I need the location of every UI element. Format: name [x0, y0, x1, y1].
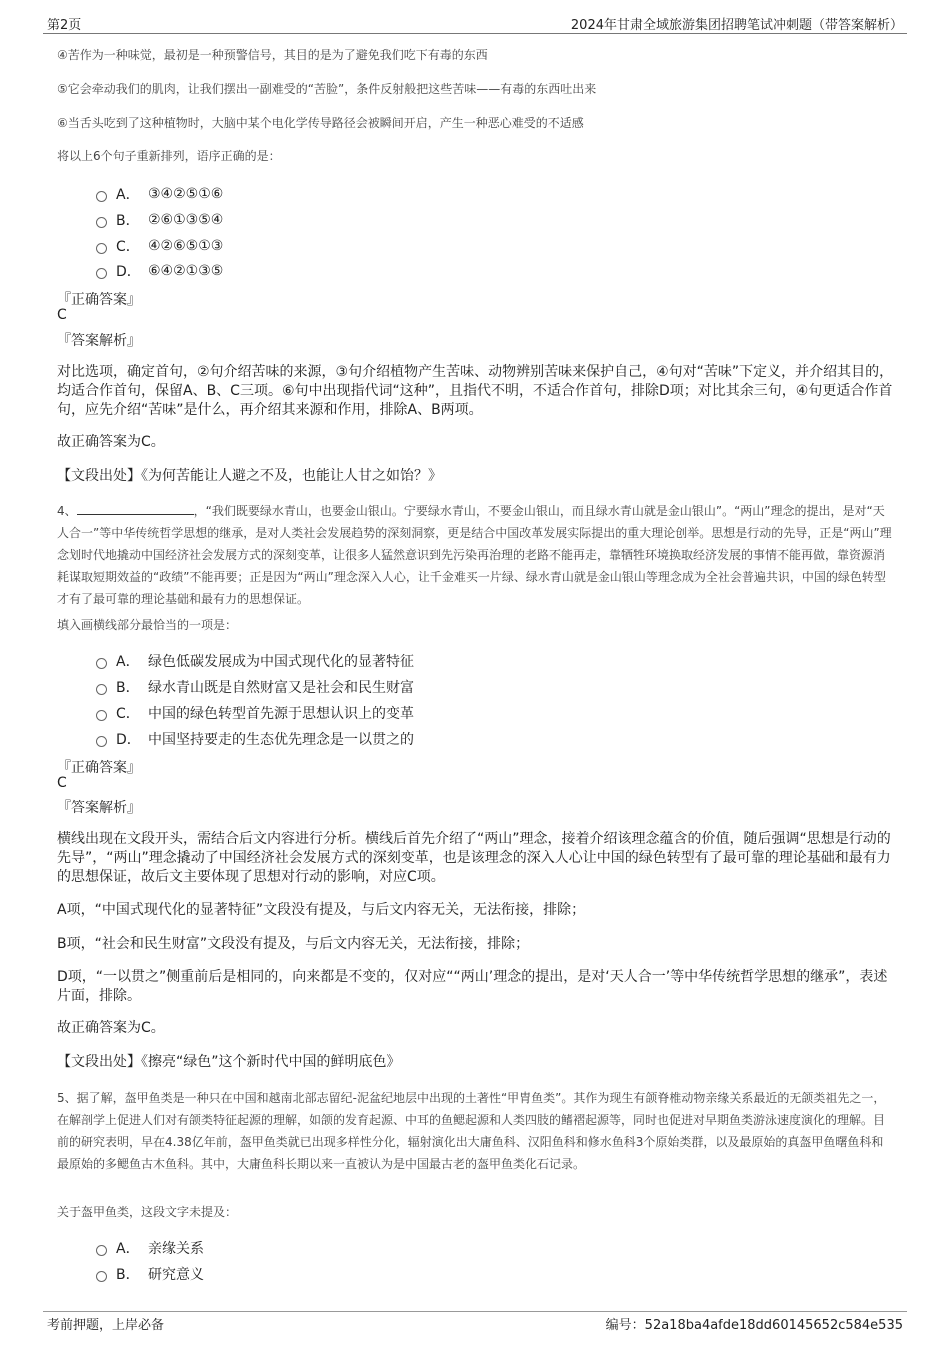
radio-icon[interactable] [96, 243, 107, 254]
q3-analysis-label: 『答案解析』 [57, 333, 141, 349]
q4-analysis-d: D项，“一以贯之”侧重前后是相同的，向来都是不变的，仅对应““两山’理念的提出，是对‘天人合一’等中华传统哲学思想的继承”，表述片面，排除。 [57, 969, 888, 1004]
document-code: 编号：52a18ba4afde18dd60145652c584e535 [605, 1318, 903, 1333]
q4-source: 【文段出处】《擦亮“绿色”这个新时代中国的鲜明底色》 [57, 1054, 401, 1070]
footer-slogan: 考前押题，上岸必备 [47, 1318, 165, 1333]
q3-answer-label: 『正确答案』 [57, 292, 141, 308]
q4-option-d[interactable]: D． 中国坚持要走的生态优先理念是一以贯之的 [96, 729, 414, 749]
q4-stem: 填入画横线部分最恰当的一项是： [57, 618, 238, 632]
radio-icon[interactable] [96, 217, 107, 228]
sentence-4: ④苦作为一种味觉，最初是一种预警信号，其目的是为了避免我们吃下有毒的东西 [57, 48, 488, 62]
q4-analysis-b: B项，“社会和民生财富”文段没有提及，与后文内容无关，无法衔接，排除； [57, 936, 530, 952]
radio-icon[interactable] [96, 710, 107, 721]
radio-icon[interactable] [96, 1271, 107, 1282]
q3-answer: C [57, 307, 67, 323]
q3-conclusion: 故正确答案为C。 [57, 434, 165, 450]
q4-analysis-a: A项，“中国式现代化的显著特征”文段没有提及，与后文内容无关，无法衔接，排除； [57, 902, 586, 918]
radio-icon[interactable] [96, 268, 107, 279]
sentence-5: ⑤它会牵动我们的肌肉，让我们摆出一副难受的“苦脸”，条件反射般把这些苦味——有毒的东西吐出来 [57, 82, 597, 96]
q4-analysis-text: 横线出现在文段开头，需结合后文内容进行分析。横线后首先介绍了“两山”理念，接着介绍该理念蕴含的价值，随后强调“思想是行动的先导”，“两山”理念撬动了中国经济社会发展方式的深刻变革，也是该理念的深入人心让中国的绿色转型有了最可靠的理论基础和最有力的思想保证，故后文主要体现了思想对行动的影响，对应C项。 [57, 831, 891, 885]
q3-option-b[interactable]: B． ②⑥①③⑤④ [96, 210, 223, 230]
q3-option-c[interactable]: C． ④②⑥⑤①③ [96, 236, 223, 256]
q5-stem: 关于盔甲鱼类，这段文字未提及： [57, 1205, 238, 1219]
radio-icon[interactable] [96, 658, 107, 669]
radio-icon[interactable] [96, 684, 107, 695]
sentence-6: ⑥当舌头吃到了这种植物时，大脑中某个电化学传导路径会被瞬间开启，产生一种恶心难受的不适感 [57, 116, 584, 130]
page-number: 第2页 [47, 18, 82, 33]
q5-option-a[interactable]: A． 亲缘关系 [96, 1238, 204, 1258]
q4-answer: C [57, 775, 67, 791]
radio-icon[interactable] [96, 191, 107, 202]
q5-option-b[interactable]: B． 研究意义 [96, 1264, 204, 1284]
q4-passage: 4、 ，“我们既要绿水青山，也要金山银山。宁要绿水青山，不要金山银山，而且绿水青山就是金山银山”。“两山”理念的提出，是对“天人合一”等中华传统哲学思想的继承，是对人类社会发展趋势的深刻洞察，更是结合中国改革发展实际提出的重大理论创举。思想是行动的先导，正是“两山”理念划时代地撬动中国经济社会发展方式的深刻变革，让很多人猛然意识到先污染再治理的老路不能再走，靠牺牲环境换取经济发展的事情不能再做，靠资源消耗谋取短期效益的“政绩”不能再要；正是因为“两山”理念深入人心，让千金难买一片绿、绿水青山就是金山银山等理念成为全社会普遍共识，中国的绿色转型才有了最可靠的理论基础和最有力的思想保证。 [57, 504, 892, 606]
q4-analysis-label: 『答案解析』 [57, 800, 141, 816]
q3-option-a[interactable]: A． ③④②⑤①⑥ [96, 184, 223, 204]
q3-option-d[interactable]: D． ⑥④②①③⑤ [96, 261, 223, 281]
q4-conclusion: 故正确答案为C。 [57, 1020, 165, 1036]
q4-answer-label: 『正确答案』 [57, 760, 141, 776]
footer-divider [43, 1311, 907, 1312]
q3-analysis-text: 对比选项，确定首句，②句介绍苦味的来源，③句介绍植物产生苦味、动物辨别苦味来保护自己，④句对“苦味”下定义，并介绍其目的，均适合作首句，保留A、B、C三项。⑥句中出现指代词“这种”，且指代不明，不适合作首句，排除D项；对比其余三句，④句更适合作首句，应先介绍“苦味”是什么，再介绍其来源和作用，排除A、B两项。 [57, 364, 894, 418]
q3-stem: 将以上6个句子重新排列，语序正确的是： [57, 149, 281, 163]
q5-passage: 5、据了解，盔甲鱼类是一种只在中国和越南北部志留纪-泥盆纪地层中出现的土著性“甲胄鱼类”。其作为现生有颌脊椎动物亲缘关系最近的无颌类祖先之一，在解剖学上促进人们对有颌类特征起源的理解，如颌的发育起源、中耳的鱼鳃起源和人类四肢的鳍褶起源等，同时也促进对早期鱼类游泳速度演化的理解。目前的研究表明，早在4.38亿年前，盔甲鱼类就已出现多样性分化，辐射演化出大庸鱼科、汉阳鱼科和修水鱼科3个原始类群，以及最原始的真盔甲鱼曙鱼科和最原始的多鳃鱼古木鱼科。其中，大庸鱼科长期以来一直被认为是中国最古老的盔甲鱼类化石记录。 [57, 1091, 886, 1171]
q3-source: 【文段出处】《为何苦能让人避之不及，也能让人甘之如饴？》 [57, 468, 442, 484]
q4-option-c[interactable]: C． 中国的绿色转型首先源于思想认识上的变革 [96, 703, 414, 723]
q4-option-b[interactable]: B． 绿水青山既是自然财富又是社会和民生财富 [96, 677, 414, 697]
document-title: 2024年甘肃全域旅游集团招聘笔试冲刺题（带答案解析） [570, 18, 903, 33]
header-divider [43, 33, 907, 34]
q4-option-a[interactable]: A． 绿色低碳发展成为中国式现代化的显著特征 [96, 651, 414, 671]
fill-blank [77, 502, 194, 515]
radio-icon[interactable] [96, 1245, 107, 1256]
radio-icon[interactable] [96, 736, 107, 747]
